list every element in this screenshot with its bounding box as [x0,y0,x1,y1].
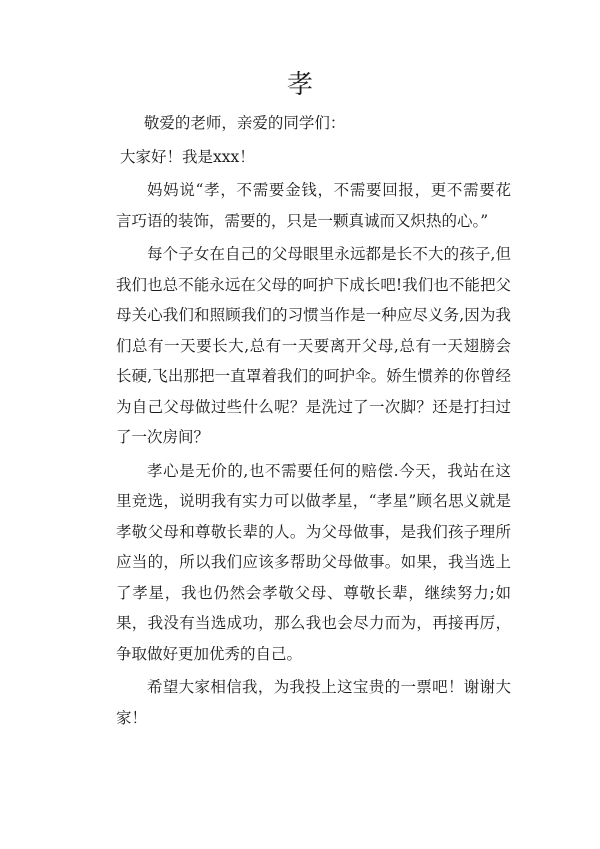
paragraph-filial-piety: 孝心是无价的,也不需要任何的赔偿.今天，我站在这里竞选，说明我有实力可以做孝星，“孝星”顾名思义就是孝敬父母和尊敬长辈的人。为父母做事，是我们孩子理所应当的，所以我们应该多帮助父母做事。如果，我当选上了孝星，我也仍然会孝敬父母、尊敬长辈，继续努力;如果，我没有当选成功，那么我也会尽力而为，再接再厉，争取做好更加优秀的自己。 [116,461,511,663]
paragraph-closing: 希望大家相信我，为我投上这宝贵的一票吧！谢谢大家！ [116,678,511,727]
document-title: 孝 [286,70,313,100]
greeting: 大家好！我是xxx！ [120,147,255,166]
salutation: 敬爱的老师，亲爱的同学们： [143,114,346,132]
document-body [116,108,511,736]
paragraph-children: 每个子女在自己的父母眼里永远都是长不大的孩子,但我们也总不能永远在父母的呵护下成长吧!我们也不能把父母关心我们和照顾我们的习惯当作是一种应尽义务,因为我们总有一天要长大,总有一天要离开父母,总有一天翅膀会长硬,飞出那把一直罩着我们的呵护伞。娇生惯养的你曾经为自己父母做过些什么呢？是洗过了一次脚？还是打扫过了一次房间？ [116,245,511,446]
paragraph-mother-quote: 妈妈说“孝，不需要金钱，不需要回报，更不需要花言巧语的装饰，需要的，只是一颗真诚而又炽热的心。” [116,181,511,230]
